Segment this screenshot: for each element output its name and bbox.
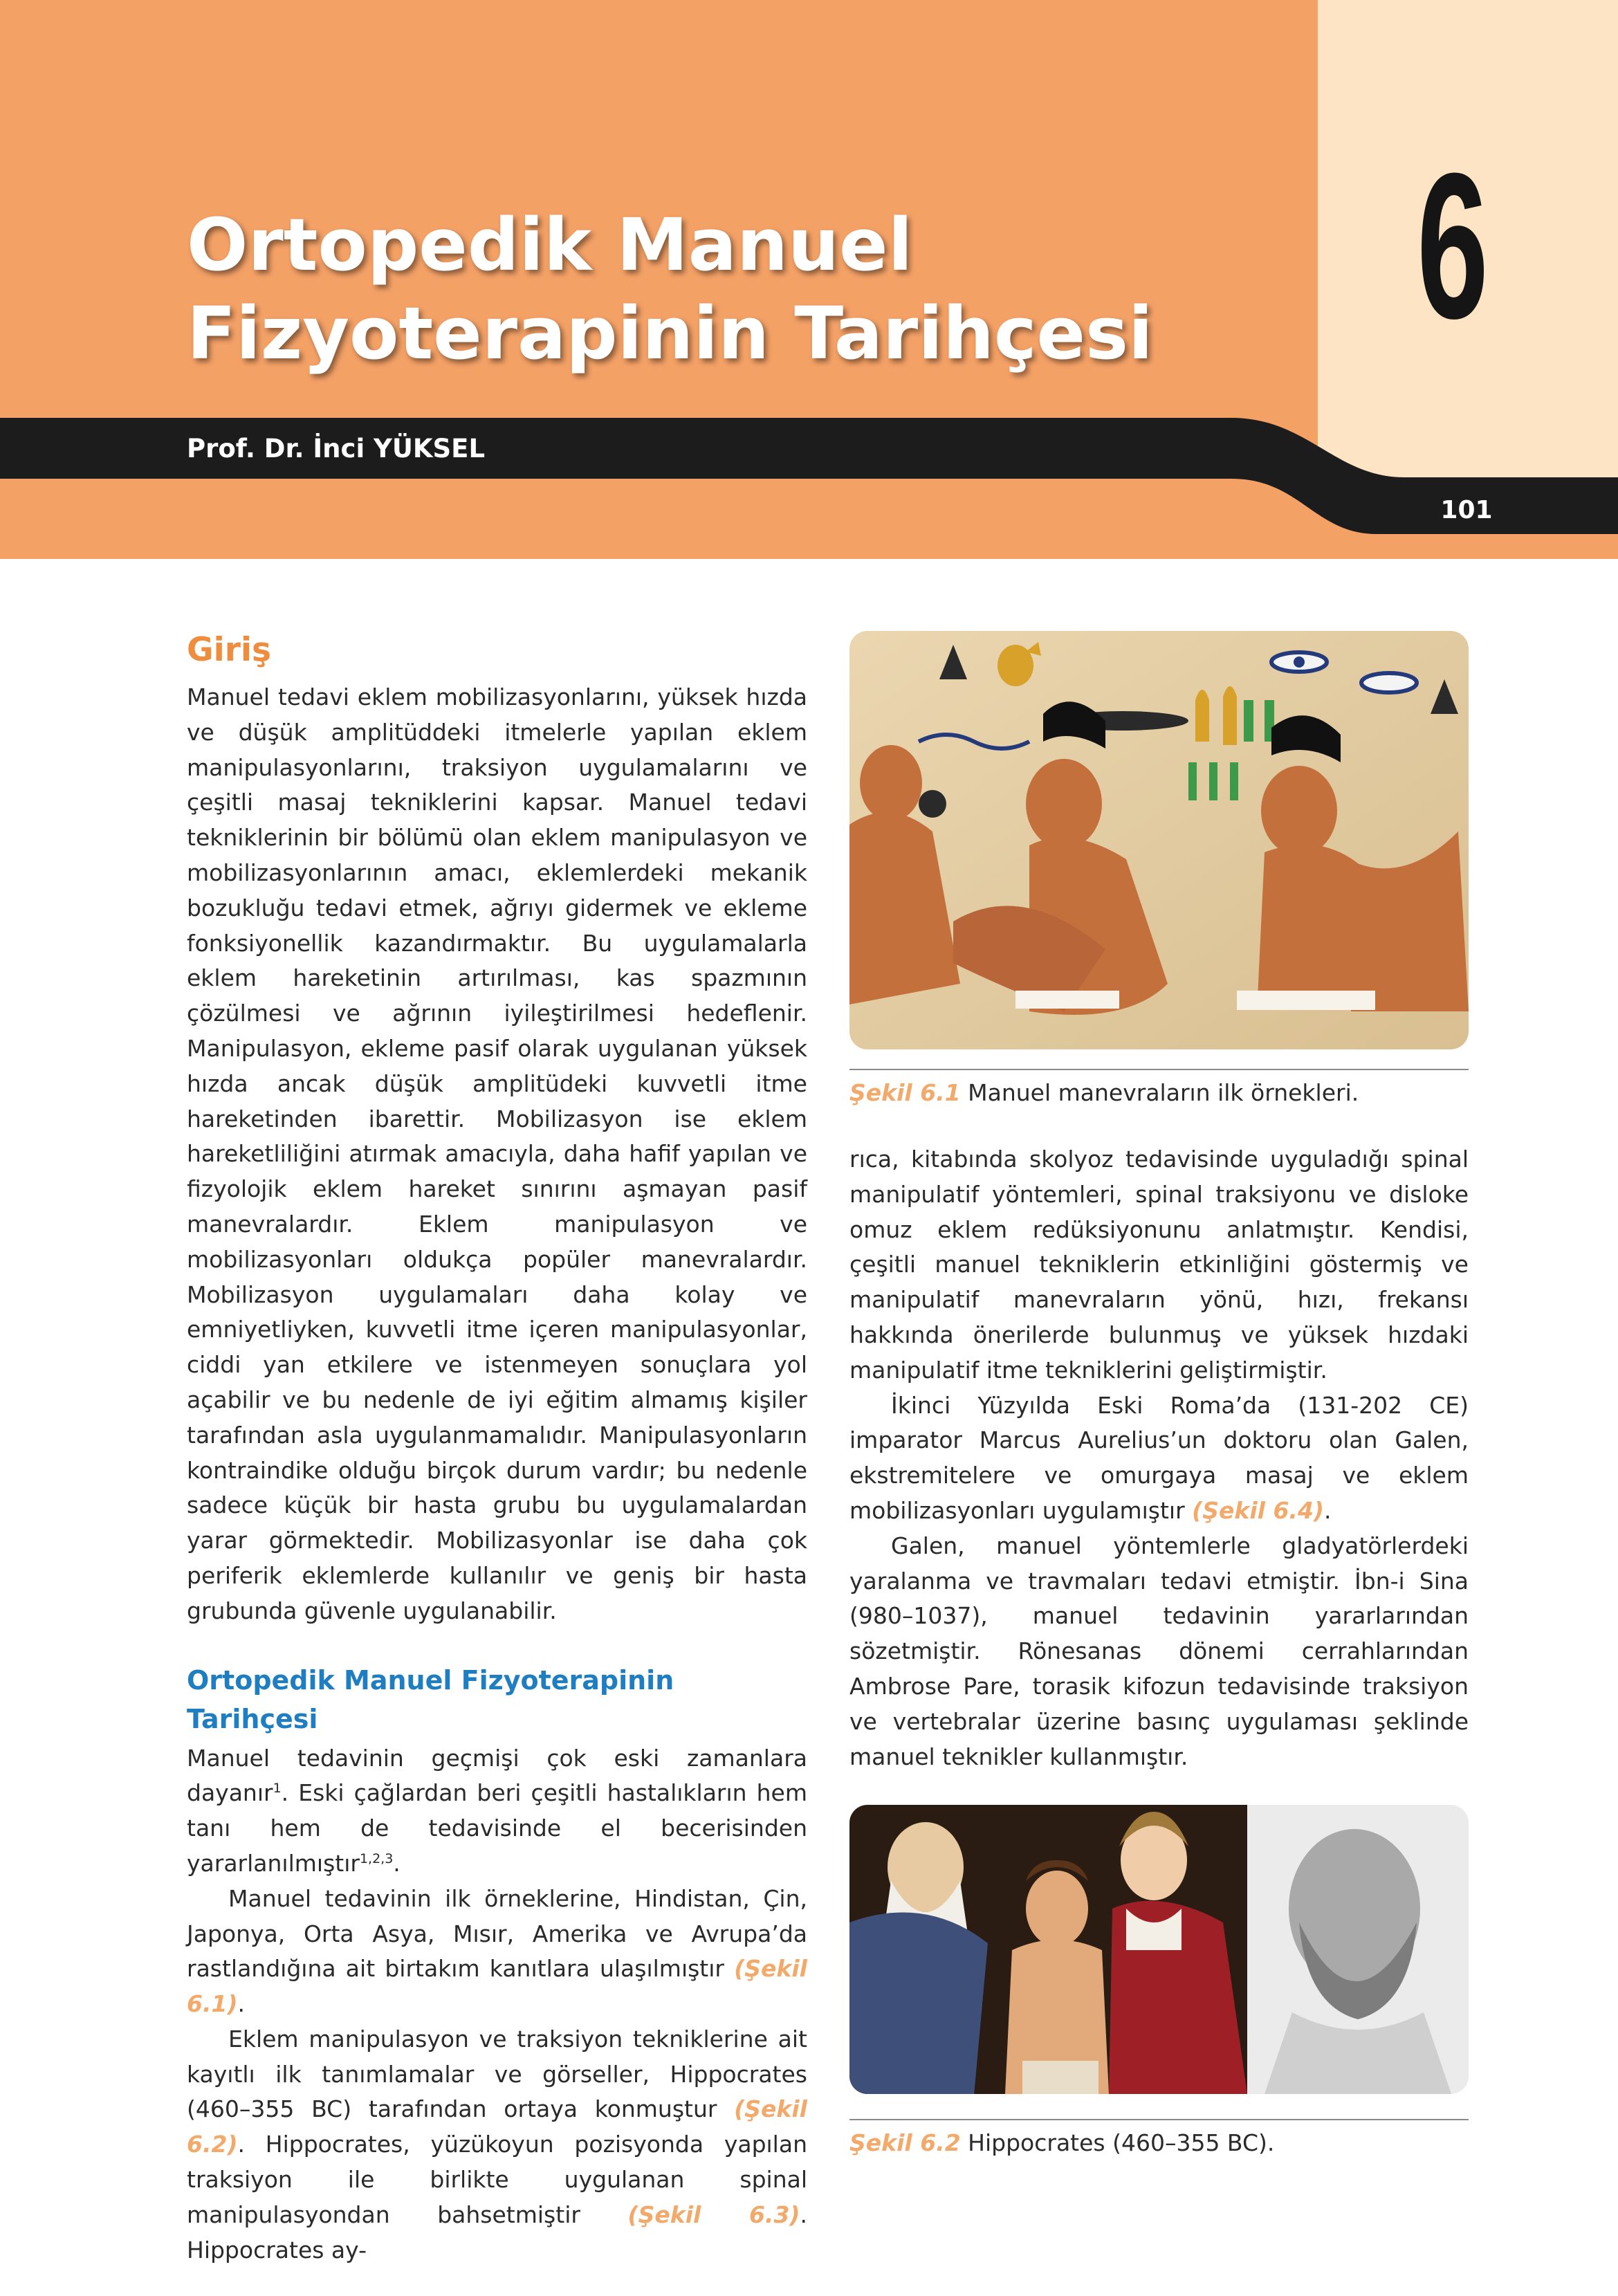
right-p2-text: İkinci Yüzyılda Eski Roma’da (131-202 CE) imparator Marcus Aurelius’un doktoru olan Galen, ekstremitelere ve omurgaya masaj ve eklem mobilizasyonları uygulamıştır bbox=[849, 1391, 1469, 1524]
figure-6-2-image bbox=[849, 1805, 1469, 2094]
figure-6-1-image bbox=[849, 631, 1469, 1049]
figure-caption-text: Manuel manevraların ilk örnekleri. bbox=[960, 1079, 1359, 1106]
chapter-title bbox=[187, 201, 1153, 378]
right-paragraph-2 bbox=[849, 1388, 1469, 1529]
chapter-number: 6 bbox=[1417, 129, 1489, 362]
history-p3-text: Eklem manipulasyon ve traksiyon tekniklerine ait kayıtlı ilk tanımlamalar ve görseller, Hippocrates (460–355 BC) tarafından ortaya konmuştur bbox=[187, 2025, 807, 2123]
figure-reference-link[interactable]: (Şekil 6.1) bbox=[187, 1955, 807, 2018]
history-p1-text2: . Eski çağlardan beri çeşitli hastalıkların hem tanı hem de tedavisinde el becerisinden yararlanılmıştır bbox=[187, 1779, 807, 1877]
history-p3-text3: . Hippocrates ay- bbox=[187, 2201, 807, 2263]
history-p2-end: . bbox=[237, 1990, 246, 2018]
figure-label: Şekil 6.1 bbox=[849, 1079, 961, 1106]
chapter-title-line2: Fizyoterapinin Tarihçesi bbox=[187, 291, 1153, 376]
figure-6-2-caption bbox=[849, 2126, 1469, 2160]
hippocrates-illustration bbox=[849, 1805, 1469, 2094]
page-number: 101 bbox=[1440, 496, 1493, 524]
right-column bbox=[849, 631, 1469, 2160]
section-heading-intro: Giriş bbox=[187, 631, 271, 669]
figure-divider bbox=[849, 1069, 1469, 1070]
history-p1-end: . bbox=[393, 1849, 401, 1877]
history-paragraph-1 bbox=[187, 1741, 807, 1882]
egyptian-relief-illustration bbox=[849, 631, 1469, 1049]
chapter-title-line1: Ortopedik Manuel bbox=[187, 203, 913, 287]
figure-reference-link[interactable]: (Şekil 6.2) bbox=[187, 2095, 807, 2158]
figure-divider bbox=[849, 2119, 1469, 2120]
citation-sup: 1 bbox=[273, 1781, 282, 1797]
chapter-header bbox=[0, 0, 1618, 559]
history-paragraph-2 bbox=[187, 1882, 807, 2022]
history-paragraph-3 bbox=[187, 2022, 807, 2268]
right-paragraph-1: rıca, kitabında skolyoz tedavisinde uyguladığı spinal manipulatif yöntemleri, spinal traksiyonu ve disloke omuz eklem redüksiyonunu anlatmıştır. Kendisi, çeşitli manuel tekniklerin etkinliğini göstermiş ve manipulatif manevraların yönü, hızı, frekansı hakkında önerilerde bulunmuş ve yüksek hızdaki manipulatif itme tekniklerini geliştirmiştir. bbox=[849, 1146, 1469, 1384]
figure-caption-text: Hippocrates (460–355 BC). bbox=[960, 2129, 1275, 2157]
history-p3-text2: . Hippocrates, yüzükoyun pozisyonda yapılan traksiyon ile birlikte uygulanan spinal manipulasyondan bahsetmiştir bbox=[187, 2131, 807, 2228]
figure-6-1-caption bbox=[849, 1076, 1469, 1110]
right-paragraph-3: Galen, manuel yöntemlerle gladyatörlerdeki yaralanma ve travmaları tedavi etmiştir. İbn-i Sina (980–1037), manuel tedavinin yararlarından sözetmiştir. Rönesanas dönemi cerrahlarından Ambrose Pare, torasik kifozun tedavisinde traksiyon ve vertebralar üzerine basınç uygulaması şeklinde manuel teknikler kullanmıştır. bbox=[849, 1532, 1469, 1770]
right-p2-end: . bbox=[1324, 1496, 1332, 1524]
intro-paragraph: Manuel tedavi eklem mobilizasyonlarını, yüksek hızda ve düşük amplitüddeki itmelerle yapılan eklem manipulasyonlarını, traksiyon uygulamalarını ve çeşitli masaj tekniklerini kapsar. Manuel tedavi tekniklerinin bir bölümü olan eklem manipulasyon ve mobilizasyonlarının amacı, eklemlerdeki mekanik bozukluğu tedavi etmek, ağrıyı gidermek ve ekleme fonksiyonellik kazandırmaktır. Bu uygulamalarla eklem hareketinin artırılması, kas spazmının çözülmesi ve ağrının iyileştirilmesi hedeflenir. Manipulasyon, ekleme pasif olarak uygulanan yüksek hızda ancak düşük amplitüdeki kuvvetli itme hareketinden ibarettir. Mobilizasyon ise eklem hareketliliğini atırmak amacıyla, daha hafif yapılan ve fizyolojik eklem hareket sınırını aşmayan pasif manevralardır. Eklem manipulasyon ve mobilizasyonları oldukça popüler manevralardır. Mobilizasyon uygulamaları daha kolay ve emniyetliyken, kuvvetli itme içeren manipulasyonlar, ciddi yan etkilere ve istenmeyen sonuçlara yol açabilir ve bu nedenle de iyi eğitim almamış kişiler tarafından asla uygulanmamalıdır. Manipulasyonların kontraindike olduğu birçok durum vardır; bu nedenle sadece küçük bir hasta grubu bu uygulamalardan yarar görmektedir. Mobilizasyonlar ise daha çok periferik eklemlerde kullanılır ve geniş bir hasta grubunda güvenle uygulanabilir. bbox=[187, 683, 807, 1624]
author-name: Prof. Dr. İnci YÜKSEL bbox=[187, 434, 486, 463]
history-p2-text: Manuel tedavinin ilk örneklerine, Hindistan, Çin, Japonya, Orta Asya, Mısır, Amerika ve Avrupa’da rastlandığına ait birtakım kanıtlara ulaşılmıştır bbox=[187, 1884, 807, 1983]
figure-label: Şekil 6.2 bbox=[849, 2129, 961, 2157]
figure-reference-link[interactable]: (Şekil 6.3) bbox=[627, 2201, 800, 2228]
left-column bbox=[187, 626, 807, 2268]
figure-reference-link[interactable]: (Şekil 6.4) bbox=[1192, 1496, 1324, 1524]
citation-sup: 1,2,3 bbox=[359, 1850, 394, 1866]
section-heading-history: Ortopedik Manuel Fizyoterapinin Tarihçesi bbox=[187, 1664, 674, 1734]
history-p1-text: Manuel tedavinin geçmişi çok eski zamanlara dayanır bbox=[187, 1744, 807, 1807]
